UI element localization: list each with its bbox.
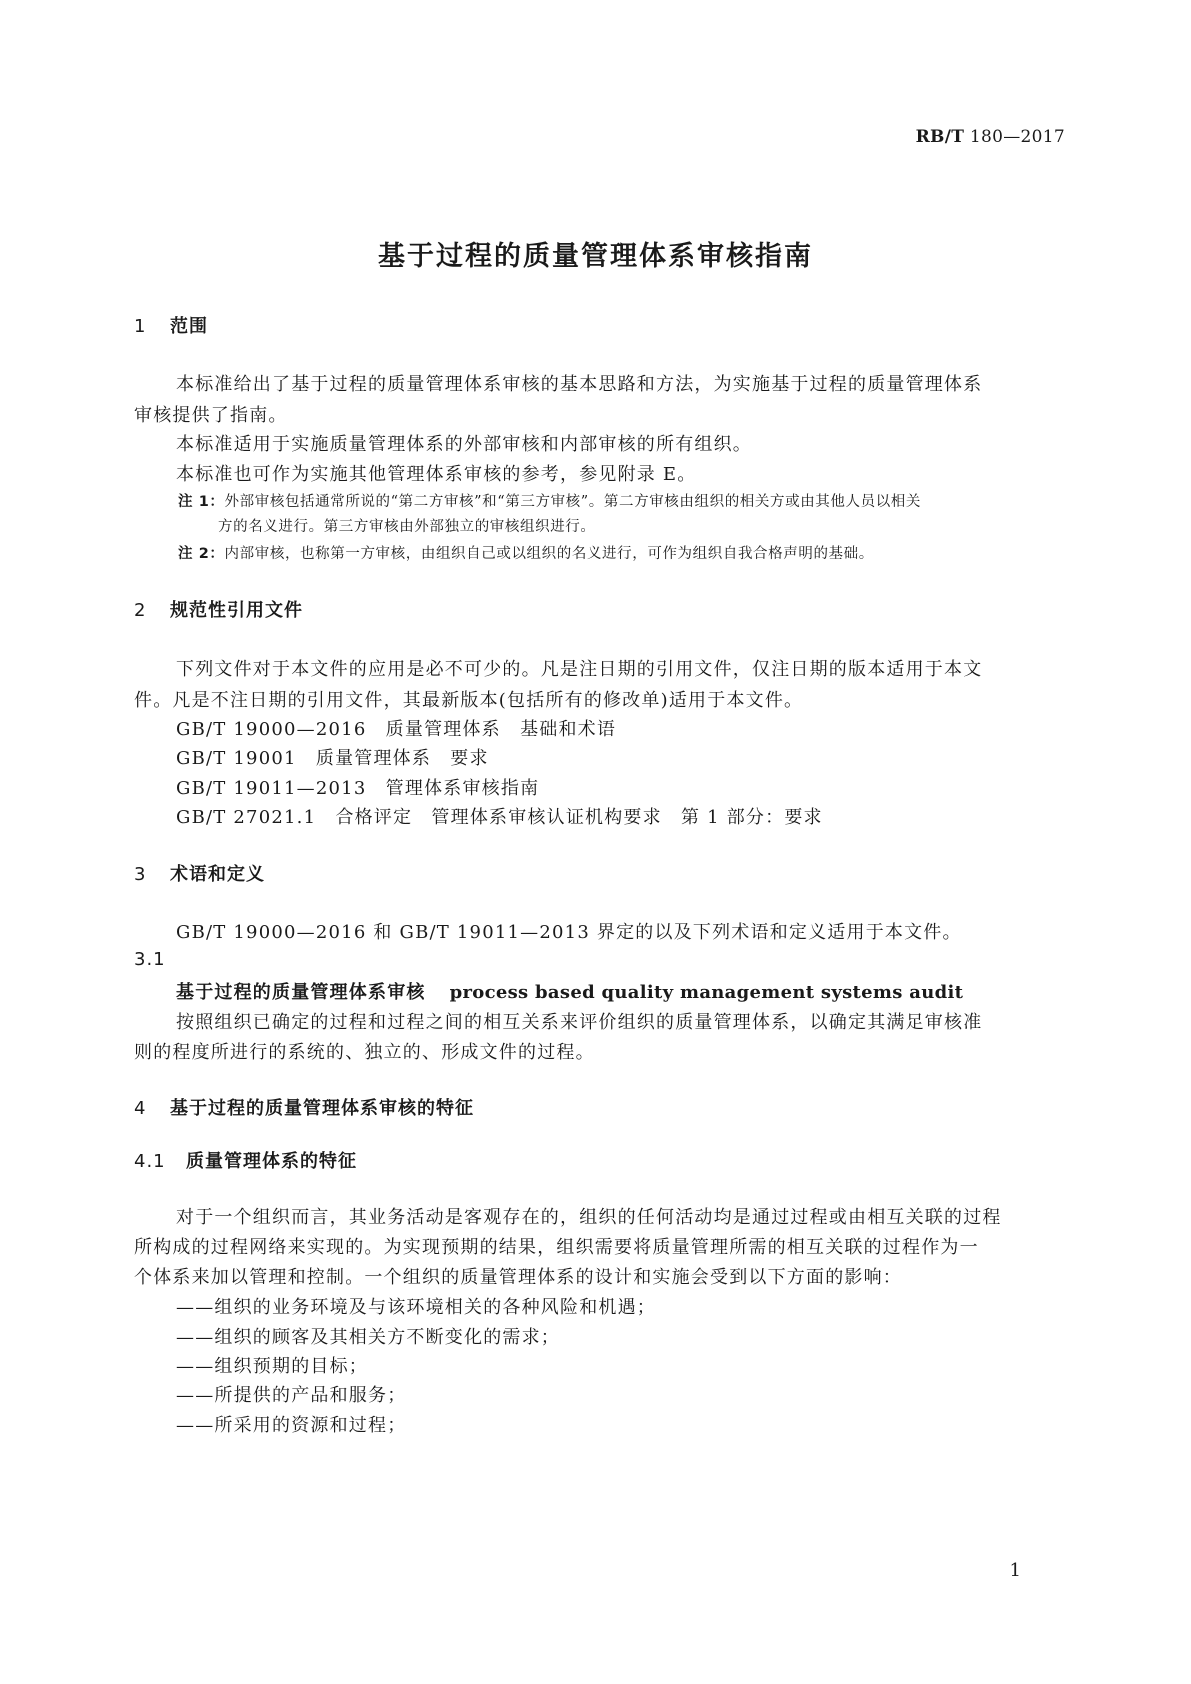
note-label: 注 2：	[178, 546, 225, 562]
definition-line: 则的程度所进行的系统的、独立的、形成文件的过程。	[134, 1042, 595, 1063]
note-1-continuation: 方的名义进行。第三方审核由外部独立的审核组织进行。	[218, 519, 596, 535]
document-code-number: 180—2017	[969, 127, 1065, 147]
section-title: 范围	[170, 316, 208, 337]
list-item: ——组织的业务环境及与该环境相关的各种风险和机遇；	[176, 1297, 656, 1318]
section-title: 术语和定义	[170, 864, 265, 885]
subsection-number: 4.1	[134, 1151, 166, 1172]
reference-title: 质量管理体系 基础和术语	[385, 719, 617, 740]
note-text: 内部审核，也称第一方审核，由组织自己或以组织的名义进行，可作为组织自我合格声明的基础。	[224, 546, 874, 562]
list-item: ——所提供的产品和服务；	[176, 1385, 407, 1406]
section-1-heading	[134, 312, 208, 338]
paragraph-line: 个体系来加以管理和控制。一个组织的质量管理体系的设计和实施会受到以下方面的影响：	[134, 1267, 902, 1288]
subsection-title: 质量管理体系的特征	[186, 1151, 357, 1172]
reference-code: GB/T 27021.1	[176, 807, 317, 828]
document-code	[916, 127, 1065, 147]
list-item: ——所采用的资源和过程；	[176, 1415, 407, 1436]
reference-code: GB/T 19000—2016	[176, 719, 367, 740]
note-2	[178, 542, 874, 563]
paragraph: 本标准适用于实施质量管理体系的外部审核和内部审核的所有组织。	[176, 434, 752, 455]
reference-item	[176, 803, 823, 829]
paragraph-line: 对于一个组织而言，其业务活动是客观存在的，组织的任何活动均是通过过程或由相互关联的过程	[176, 1207, 1002, 1228]
definition-line: 按照组织已确定的过程和过程之间的相互关系来评价组织的质量管理体系，以确定其满足审核准	[176, 1012, 983, 1033]
note-label: 注 1：	[178, 494, 225, 510]
reference-title: 质量管理体系 要求	[315, 748, 489, 769]
term-english: process based quality management systems audit	[449, 982, 964, 1003]
page-number: 1	[1009, 1560, 1021, 1581]
subsection-4-1-heading	[134, 1147, 357, 1173]
note-1	[178, 490, 921, 511]
section-3-heading	[134, 860, 265, 886]
reference-item	[176, 744, 489, 770]
section-4-heading	[134, 1094, 474, 1120]
document-code-prefix: RB/T	[915, 127, 965, 147]
reference-title: 管理体系审核指南	[385, 778, 540, 799]
term-entry	[176, 978, 963, 1004]
paragraph: GB/T 19000—2016 和 GB/T 19011—2013 界定的以及下列术语和定义适用于本文件。	[176, 922, 962, 943]
page-title: 基于过程的质量管理体系审核指南	[378, 241, 813, 272]
section-2-heading	[134, 596, 303, 622]
section-number: 1	[134, 316, 147, 337]
paragraph: 本标准也可作为实施其他管理体系审核的参考，参见附录 E。	[176, 464, 697, 485]
reference-title: 合格评定 管理体系审核认证机构要求 第 1 部分：要求	[335, 807, 823, 828]
reference-code: GB/T 19001	[176, 748, 297, 769]
paragraph-line: 下列文件对于本文件的应用是必不可少的。凡是注日期的引用文件，仅注日期的版本适用于本文	[176, 659, 983, 680]
section-title: 规范性引用文件	[170, 600, 303, 621]
note-text: 外部审核包括通常所说的“第二方审核”和“第三方审核”。第二方审核由组织的相关方或由其他人员以相关	[224, 494, 921, 510]
paragraph-line: 审核提供了指南。	[134, 405, 288, 426]
reference-code: GB/T 19011—2013	[176, 778, 367, 799]
paragraph-line: 本标准给出了基于过程的质量管理体系审核的基本思路和方法，为实施基于过程的质量管理体系	[176, 374, 983, 395]
section-number: 4	[134, 1098, 147, 1119]
reference-item	[176, 715, 616, 741]
term-chinese: 基于过程的质量管理体系审核	[176, 982, 426, 1003]
section-title: 基于过程的质量管理体系审核的特征	[170, 1098, 474, 1119]
reference-item	[176, 774, 539, 800]
list-item: ——组织预期的目标；	[176, 1356, 368, 1377]
term-number: 3.1	[134, 949, 166, 970]
section-number: 3	[134, 864, 147, 885]
paragraph-line: 件。凡是不注日期的引用文件，其最新版本(包括所有的修改单)适用于本文件。	[134, 690, 804, 711]
paragraph-line: 所构成的过程网络来实现的。为实现预期的结果，组织需要将质量管理所需的相互关联的过程作为一	[134, 1237, 979, 1258]
section-number: 2	[134, 600, 147, 621]
list-item: ——组织的顾客及其相关方不断变化的需求；	[176, 1327, 560, 1348]
